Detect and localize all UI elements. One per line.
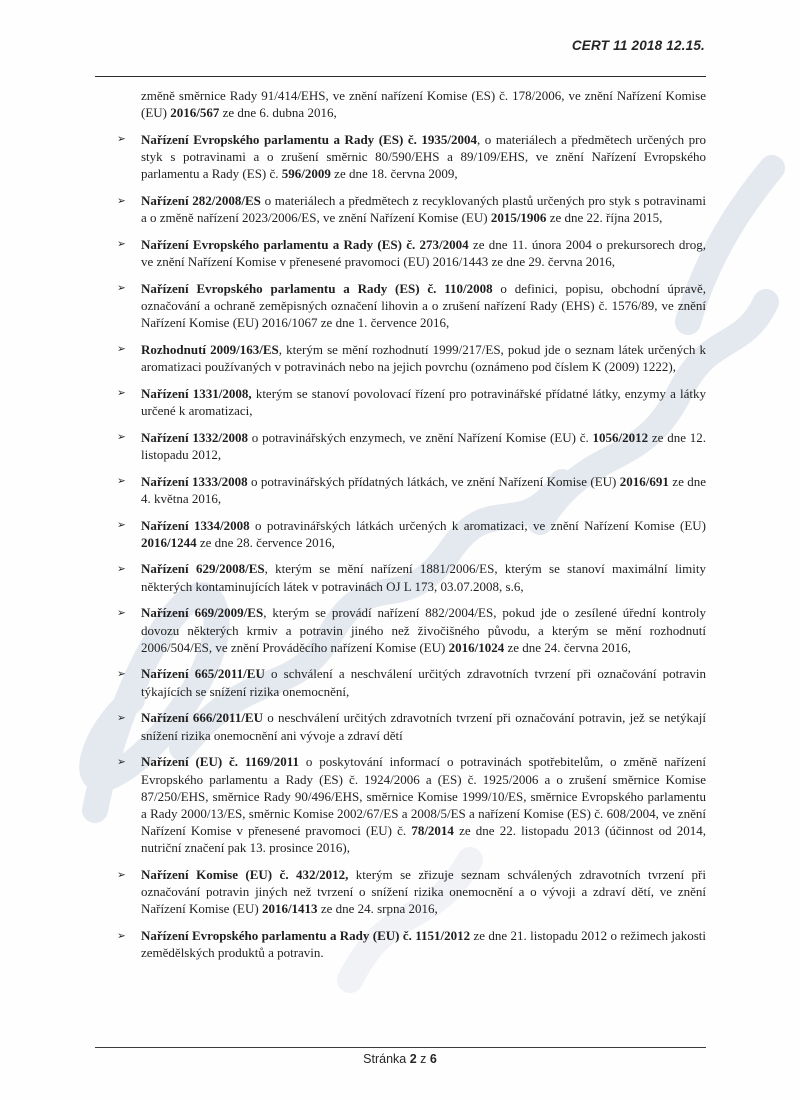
regulation-text: Nařízení Evropského parlamentu a Rady (ES) č. 1935/2004, o materiálech a předmětech určených pro styk s potravinami a o zrušení směrnic 80/590/EHS a 89/109/EHS, ve znění Nařízení Evropského parlamentu a Rady (ES) č. 596/2009 ze dne 18. června 2009, bbox=[141, 131, 707, 182]
regulation-items bbox=[117, 131, 707, 962]
arrow-bullet-icon: ➢ bbox=[117, 282, 126, 295]
regulation-text: Nařízení 629/2008/ES, kterým se mění nařízení 1881/2006/ES, kterým se stanoví maximální limity některých kontaminujících látek v potravinách OJ L 173, 03.07.2008, s.6, bbox=[141, 561, 706, 594]
page-footer bbox=[0, 1052, 800, 1066]
regulation-text: Nařízení (EU) č. 1169/2011 o poskytování informací o potravinách spotřebitelům, o změně nařízení Evropského parlamentu a Rady (ES) č. 1924/2006 a (ES) č. 1925/2006 a o zrušení směrnice Komise 87/250/EHS, směrnice Rady 90/496/EHS, směrnice Komise 1999/10/ES, směrnice Evropského parlamentu a Rady 2000/13/ES, směrnic Komise 2002/67/ES a 2008/5/ES a nařízení Komise (ES) č. 608/2004, ve znění Nařízení Komise v přenesené pravomoci (EU) č. 78/2014 ze dne 22. listopadu 2013 (účinnost od 2014, nutriční značení pak 13. prosince 2016), bbox=[141, 754, 706, 856]
continuation-paragraph: změně směrnice Rady 91/414/EHS, ve znění nařízení Komise (ES) č. 178/2006, ve znění Nařízení Komise (EU) 2016/567 ze dne 6. dubna 2016, bbox=[141, 88, 706, 121]
regulation-text: Nařízení 666/2011/EU o neschválení určitých zdravotních tvrzení při označování potravin, jež se netýkají snížení rizika onemocnění ani vývoje a zdraví dětí bbox=[141, 710, 706, 743]
arrow-bullet-icon: ➢ bbox=[117, 755, 126, 768]
regulation-text: Nařízení 1331/2008, kterým se stanoví povolovací řízení pro potravinářské přídatné látky, enzymy a látky určené k aromatizaci, bbox=[141, 385, 706, 419]
regulation-text: Nařízení 665/2011/EU o schválení a neschválení určitých zdravotních tvrzení při označování potravin týkajících se snížení rizika onemocnění, bbox=[141, 666, 706, 699]
regulation-list bbox=[117, 87, 707, 962]
regulation-item bbox=[117, 560, 706, 594]
arrow-bullet-icon: ➢ bbox=[117, 868, 126, 881]
footer-rule bbox=[95, 1047, 706, 1048]
regulation-item bbox=[117, 866, 706, 918]
regulation-item bbox=[117, 341, 706, 375]
regulation-text: Nařízení Komise (EU) č. 432/2012, kterým se zřizuje seznam schválených zdravotních tvrzení při označování potravin jiných než tvrzení o snížení rizika onemocnění a o vývoji a zdraví dětí, ve znění Nařízení Komise (EU) 2016/1413 ze dne 24. srpna 2016, bbox=[141, 867, 706, 917]
page-header bbox=[572, 38, 705, 53]
regulation-text: Nařízení 669/2009/ES, kterým se provádí nařízení 882/2004/ES, pokud jde o zesílené úřední kontroly dovozu některých krmiv a potravin jiného než živočišného původu, a kterým se mění rozhodnutí 2006/504/ES, ve znění Prováděcího nařízení Komise (EU) 2016/1024 ze dne 24. června 2016, bbox=[141, 605, 706, 655]
regulation-text: Nařízení Evropského parlamentu a Rady (ES) č. 273/2004 ze dne 11. února 2004 o prekursorech drog, ve znění Nařízení Komise v přenesené pravomoci (EU) 2016/1443 ze dne 29. června 2016, bbox=[141, 236, 706, 270]
arrow-bullet-icon: ➢ bbox=[117, 431, 126, 444]
regulation-text: Nařízení 1334/2008 o potravinářských látkách určených k aromatizaci, ve znění Nařízení Komise (EU) 2016/1244 ze dne 28. července 2016, bbox=[141, 517, 706, 550]
arrow-bullet-icon: ➢ bbox=[117, 667, 126, 680]
regulation-item bbox=[117, 709, 706, 743]
regulation-item bbox=[117, 236, 706, 270]
regulation-item bbox=[117, 517, 706, 551]
arrow-bullet-icon: ➢ bbox=[117, 562, 126, 575]
regulation-item bbox=[117, 753, 706, 856]
regulation-item bbox=[117, 131, 707, 183]
regulation-text: Nařízení 1332/2008 o potravinářských enzymech, ve znění Nařízení Komise (EU) č. 1056/2012 ze dne 12. listopadu 2012, bbox=[141, 429, 706, 462]
arrow-bullet-icon: ➢ bbox=[117, 133, 126, 146]
regulation-text: Nařízení Evropského parlamentu a Rady (EU) č. 1151/2012 ze dne 21. listopadu 2012 o režimech jakosti zemědělských produktů a potravin. bbox=[141, 928, 706, 961]
arrow-bullet-icon: ➢ bbox=[117, 519, 126, 532]
arrow-bullet-icon: ➢ bbox=[117, 929, 126, 942]
regulation-item bbox=[117, 927, 706, 961]
regulation-item bbox=[117, 385, 706, 419]
arrow-bullet-icon: ➢ bbox=[117, 343, 126, 356]
regulation-item bbox=[117, 280, 706, 332]
page-number: Stránka 2 z 6 bbox=[363, 1052, 437, 1066]
regulation-text: Nařízení 1333/2008 o potravinářských přídatných látkách, ve znění Nařízení Komise (EU) 2016/691 ze dne 4. května 2016, bbox=[141, 473, 706, 506]
arrow-bullet-icon: ➢ bbox=[117, 238, 126, 251]
regulation-item bbox=[117, 604, 706, 656]
regulation-text: Rozhodnutí 2009/163/ES, kterým se mění rozhodnutí 1999/217/ES, pokud jde o seznam látek určených k aromatizaci používaných v potravinách nebo na jejich povrchu (oznámeno pod číslem K (2009) 1222), bbox=[141, 341, 706, 375]
arrow-bullet-icon: ➢ bbox=[117, 606, 126, 619]
regulation-item bbox=[117, 429, 706, 463]
arrow-bullet-icon: ➢ bbox=[117, 475, 126, 488]
document-code: CERT 11 2018 12.15. bbox=[571, 38, 705, 53]
regulation-item bbox=[117, 665, 706, 699]
header-rule bbox=[95, 76, 706, 77]
regulation-text: Nařízení 282/2008/ES o materiálech a předmětech z recyklovaných plastů určených pro styk s potravinami a o změně nařízení 2023/2006/ES, ve znění Nařízení Komise (EU) 2015/1906 ze dne 22. října 2015, bbox=[141, 193, 706, 226]
arrow-bullet-icon: ➢ bbox=[117, 194, 126, 207]
regulation-item bbox=[117, 473, 706, 507]
regulation-item bbox=[117, 192, 706, 226]
arrow-bullet-icon: ➢ bbox=[117, 711, 126, 724]
arrow-bullet-icon: ➢ bbox=[117, 387, 126, 400]
regulation-text: Nařízení Evropského parlamentu a Rady (ES) č. 110/2008 o definici, popisu, obchodní úpravě, označování a ochraně zeměpisných označení lihovin a o zrušení nařízení Rady (EHS) č. 1576/89, ve znění Nařízení Komise (EU) 2016/1067 ze dne 1. července 2016, bbox=[141, 280, 706, 331]
